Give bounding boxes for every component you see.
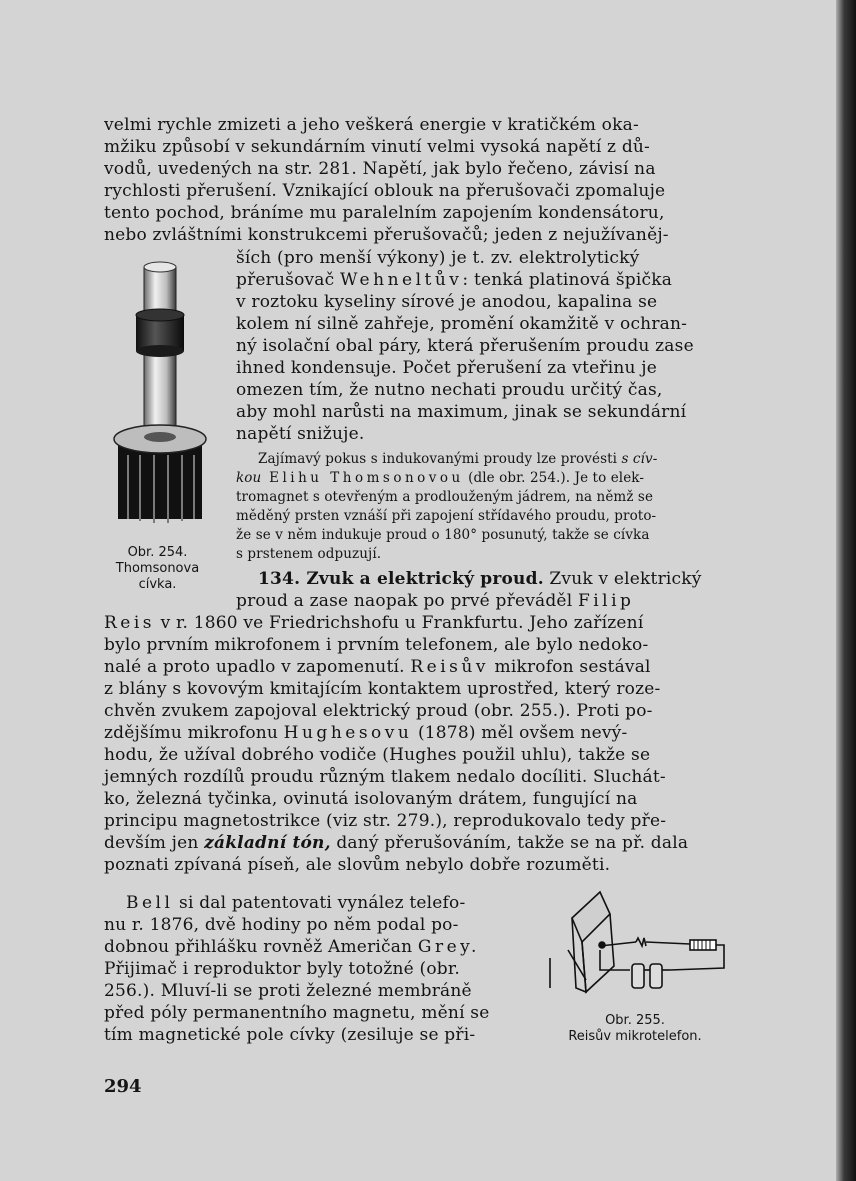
name-bell: Bell — [126, 893, 174, 913]
text-line: rychlosti přerušení. Vznikající oblouk na přerušovači zpomaluje — [104, 181, 666, 201]
figure-255-caption — [540, 1013, 730, 1045]
text-run: přerušovač — [236, 270, 340, 290]
figure-254-label: Obr. 254. — [127, 545, 188, 560]
text-line: ších (pro menší výkony) je t. zv. elektrolytický — [236, 248, 640, 268]
text-line: kolem ní silně zahřeje, promění okamžitě v ochran- — [236, 314, 688, 334]
name-grey: Grey. — [417, 937, 480, 957]
text-line: ihned kondensuje. Počet přerušení za vteřinu je — [236, 358, 657, 378]
text-line: jemných rozdílů proudu různým tlakem nedalo docíliti. Sluchát- — [104, 767, 666, 787]
text-line: tím magnetické pole cívky (zesiluje se při- — [104, 1025, 476, 1045]
text-run: s cív- — [621, 451, 658, 467]
text-run: v r. 1860 ve Friedrichshofu u Frankfurtu. Jeho zařízení — [155, 613, 644, 633]
text-line: tento pochod, bráníme mu paralelním zapojením kondensátoru, — [104, 203, 665, 223]
name-reis: Reis — [104, 613, 156, 633]
text-line — [236, 270, 672, 291]
text-line: poznati zpívaná píseň, ale slovům nebylo dobře rozuměti. — [104, 855, 611, 875]
text-line: napětí snižuje. — [236, 424, 365, 444]
small-text-line — [258, 450, 657, 468]
emphasis-text: základní tón, — [204, 833, 331, 853]
name-reisuv: Reisův — [410, 657, 489, 677]
text-line: hodu, že užíval dobrého vodiče (Hughes použil uhlu), takže se — [104, 745, 651, 765]
text-line: vodů, uvedených na str. 281. Napětí, jak bylo řečeno, závisí na — [104, 159, 656, 179]
small-text-line: že se v něm indukuje proud o 180° posunutý, takže se cívka — [236, 527, 650, 543]
name-hughes: Hughesovu — [283, 723, 413, 743]
text-line: nebo zvláštními konstrukcemi přerušovačů; jeden z nejužívaněj- — [104, 225, 669, 245]
text-line — [126, 893, 465, 914]
figure-254-title-1: Thomsonova — [115, 561, 200, 576]
text-run: zdějšímu mikrofonu — [104, 723, 284, 743]
text-run: devším jen — [104, 833, 205, 853]
text-line: ko, železná tyčinka, ovinutá isolovaným drátem, fungující na — [104, 789, 638, 809]
figure-254-title-2: cívka. — [138, 577, 177, 592]
text-run: daný přerušováním, takže se na př. dala — [330, 833, 689, 853]
text-run: Zajímavý pokus s indukovanými proudy lze provésti — [258, 451, 622, 467]
section-heading: 134. Zvuk a elektrický proud. — [258, 569, 544, 589]
text-run: si dal patentovati vynález telefo- — [173, 893, 466, 913]
section-heading-line — [258, 569, 702, 590]
name-filip: Filip — [577, 591, 635, 611]
text-run: mikrofon sestával — [488, 657, 651, 677]
text-line: aby mohl narůsti na maximum, jinak se sekundární — [236, 402, 687, 422]
text-run: (1878) měl ovšem nevý- — [412, 723, 628, 743]
text-line — [104, 657, 651, 678]
text-run: Zvuk v elektrický — [543, 569, 702, 589]
small-text-line: tromagnet s otevřeným a prodlouženým jádrem, na němž se — [236, 489, 654, 505]
text-run: : tenká platinová špička — [462, 270, 673, 290]
text-line: z blány s kovovým kmitajícím kontaktem uprostřed, který roze- — [104, 679, 661, 699]
text-line: principu magnetostrikce (viz str. 279.), reprodukovalo tedy pře- — [104, 811, 667, 831]
reis-microtelephone-figure — [540, 888, 730, 1008]
text-run: kou — [236, 470, 262, 486]
figure-254-caption — [100, 545, 215, 593]
small-text-line: s prstenem odpuzují. — [236, 546, 382, 562]
text-line: 256.). Mluví-li se proti železné membráně — [104, 981, 472, 1001]
text-line: omezen tím, že nutno nechati proudu určitý čas, — [236, 380, 663, 400]
small-text-line — [236, 469, 644, 487]
text-line: před póly permanentního magnetu, mění se — [104, 1003, 490, 1023]
text-line: v roztoku kyseliny sírové je anodou, kapalina se — [236, 292, 658, 312]
name-thomson: Elihu Thomsonovou — [261, 470, 464, 486]
text-line: Přijimač i reproduktor byly totožné (obr. — [104, 959, 460, 979]
text-line: velmi rychle zmizeti a jeho veškerá energie v kratičkém oka- — [104, 115, 639, 135]
text-line: nu r. 1876, dvě hodiny po něm podal po- — [104, 915, 459, 935]
figure-255-label: Obr. 255. — [605, 1013, 665, 1028]
text-run: proud a zase naopak po prvé převáděl — [236, 591, 578, 611]
thomson-coil-figure — [110, 255, 220, 535]
text-line — [236, 591, 634, 612]
text-line — [104, 937, 480, 958]
name-wehnelt: Wehneltův — [339, 270, 463, 290]
text-line: bylo prvním mikrofonem i prvním telefonem, ale bylo nedoko- — [104, 635, 649, 655]
text-line — [104, 613, 643, 634]
text-line: mžiku způsobí v sekundárním vinutí velmi vysoká napětí z dů- — [104, 137, 650, 157]
text-line: ný isolační obal páry, která přerušením proudu zase — [236, 336, 694, 356]
text-line: chvěn zvukem zapojoval elektrický proud (obr. 255.). Proti po- — [104, 701, 653, 721]
small-text-line: měděný prsten vznáší při zapojení střídavého proudu, proto- — [236, 508, 657, 524]
book-spine-shadow — [836, 0, 856, 1181]
text-run: nalé a proto upadlo v zapomenutí. — [104, 657, 411, 677]
text-run: dobnou přihlášku rovněž Američan — [104, 937, 418, 957]
figure-255-title: Reisův mikrotelefon. — [568, 1029, 702, 1044]
text-run: (dle obr. 254.). Je to elek- — [463, 470, 644, 486]
page-number: 294 — [104, 1076, 142, 1097]
text-line — [104, 723, 627, 744]
text-line — [104, 833, 688, 854]
